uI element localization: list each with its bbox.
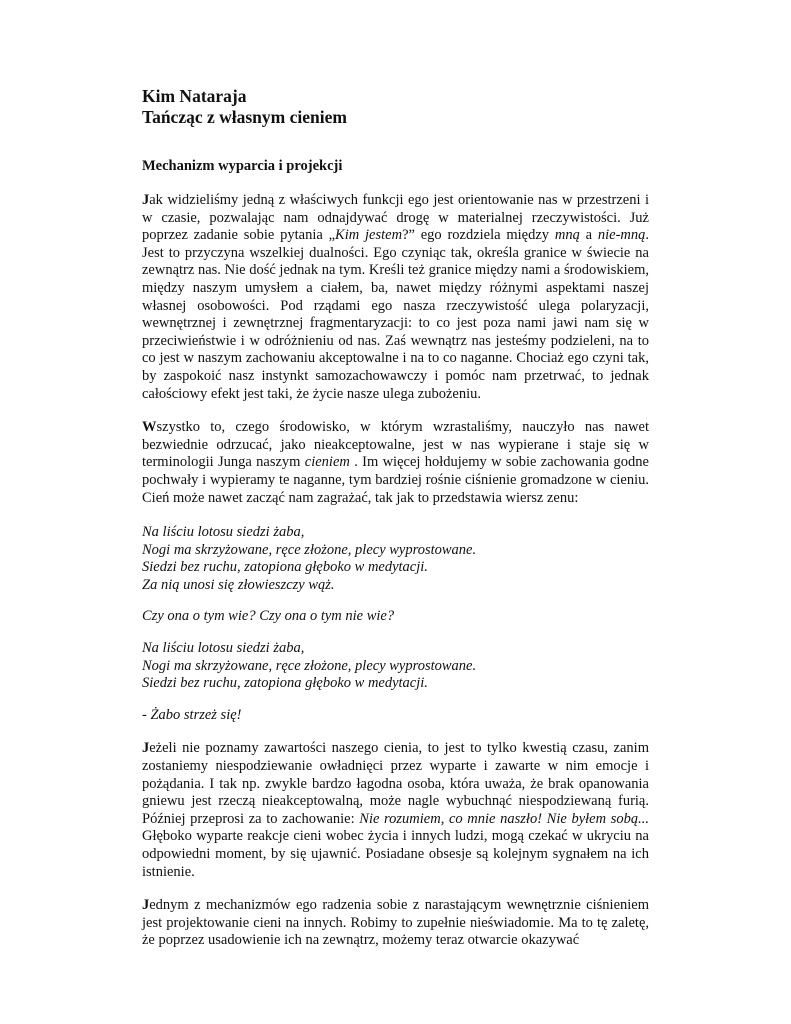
poem-stanza-2 [142,608,649,626]
italic-phrase: nie-mną [597,227,646,244]
poem-line: Na liściu lotosu siedzi żaba, [142,640,305,657]
poem-line: Siedzi bez ruchu, zatopiona głęboko w medytacji. [142,675,428,692]
paragraph-text: . Im więcej hołdujemy w sobie zachowania godne pochwały i wypieramy te naganne, tym bardziej rośnie ciśnienie gromadzone w cieniu. Cień może nawet zacząć nam zagrażać, tak jak to przedstawia wiersz zenu: [142,454,649,506]
poem-line: Nogi ma skrzyżowane, ręce złożone, plecy wyprostowane. [142,657,477,674]
paragraph-initial: J [142,192,150,208]
paragraph-4 [142,897,649,950]
poem-line: Nogi ma skrzyżowane, ręce złożone, plecy wyprostowane. [142,541,477,558]
author-name: Kim Nataraja [142,86,247,106]
italic-phrase: Kim jestem [335,227,403,244]
poem-stanza-3 [142,640,649,693]
paragraph-text: szystko to, czego środowisko, w którym wzrastaliśmy, nauczyło nas nawet bezwiednie odrzucać, jako nieakceptowalne, jest w nas wypierane i staje się w terminologii Junga naszym [142,419,649,471]
paragraph-initial: J [142,897,150,914]
paragraph-text: . Jest to przyczyna wszelkiej dualności. Ego czyniąc tak, określa granice w świecie na zewnątrz nas. Nie dość jednak na tym. Kreśli też granice między nami a środowiskiem, między naszym umysłem a ciałem, ba, nawet między różnymi aspektami naszej własnej osobowości. Pod rządami ego nasza rzeczywistość ulega polaryzacji, wewnętrznej i zewnętrznej fragmentaryzacji: to co jest poza nami jawi nam się w przeciwieństwie i w odróżnieniu od nas. Zaś wewnątrz nas jesteśmy podzieleni, na to co jest w naszym zachowaniu akceptowalne i na to co naganne. Chociaż ego czyni tak, by zaspokoić nasz instynkt samozachowawczy i pomóc nam przetrwać, to jednak całościowy efekt jest taki, że życie nasze ulega zubożeniu. [142,227,649,402]
poem-line: Za nią unosi się złowieszczy wąż. [142,576,335,593]
poem-line: Czy ona o tym wie? Czy ona o tym nie wie? [142,608,395,625]
paragraph-3 [142,740,649,881]
poem-line: Siedzi bez ruchu, zatopiona głęboko w medytacji. [142,559,428,576]
paragraph-text: ?” ego rozdziela między [402,227,555,244]
section-heading: Mechanizm wyparcia i projekcji [142,158,343,174]
poem-line: Na liściu lotosu siedzi żaba, [142,524,305,541]
document-title: Tańcząc z własnym cieniem [142,107,347,127]
paragraph-text: Głęboko wyparte reakcje cieni wobec życia i innych ludzi, mogą czekać w ukryciu na odpowiedni moment, by się ujawnić. Posiadane obsesje są kolejnym sygnałem na ich istnienie. [142,828,649,880]
paragraph-text: ak widzieliśmy jedną z właściwych funkcji ego jest orientowanie nas w przestrzeni i w czasie, pozwalając nam odnajdywać drogę w materialnej rzeczywistości. Już poprzez zadanie sobie pytania „ [142,192,649,244]
paragraph-text: ednym z mechanizmów ego radzenia sobie z narastającym wewnętrznie ciśnieniem jest projektowanie cieni na innych. Robimy to zupełnie nieświadomie. Ma to tę zaletę, że poprzez usadowienie ich na zewnątrz, możemy teraz otwarcie okazywać [142,897,649,949]
paragraph-2 [142,419,649,507]
italic-phrase: mną [554,227,580,244]
italic-phrase: cieniem [304,454,350,471]
paragraph-1 [142,192,649,403]
poem-stanza-1 [142,524,649,594]
poem-line: - Żabo strzeż się! [142,706,242,723]
paragraph-text: eżeli nie poznamy zawartości naszego cienia, to jest to tylko kwestią czasu, zanim zostaniemy niespodziewanie owładnięci przez wyparte i zawarte w nim emocje i pożądania. I tak np. zwykle bardzo łagodna osoba, która uważa, że brak opanowania gniewu jest rzeczą nieakceptowalną, może nagle wybuchnąć niespodziewaną furią. Później przeprosi za to zachowanie: [142,740,649,827]
poem-stanza-4 [142,707,649,725]
paragraph-initial: W [142,419,157,436]
paragraph-text: a [579,227,598,244]
paragraph-initial: J [142,740,150,757]
italic-phrase: Nie rozumiem, co mnie naszło! Nie byłem sobą... [359,810,649,827]
document-page [142,86,649,950]
